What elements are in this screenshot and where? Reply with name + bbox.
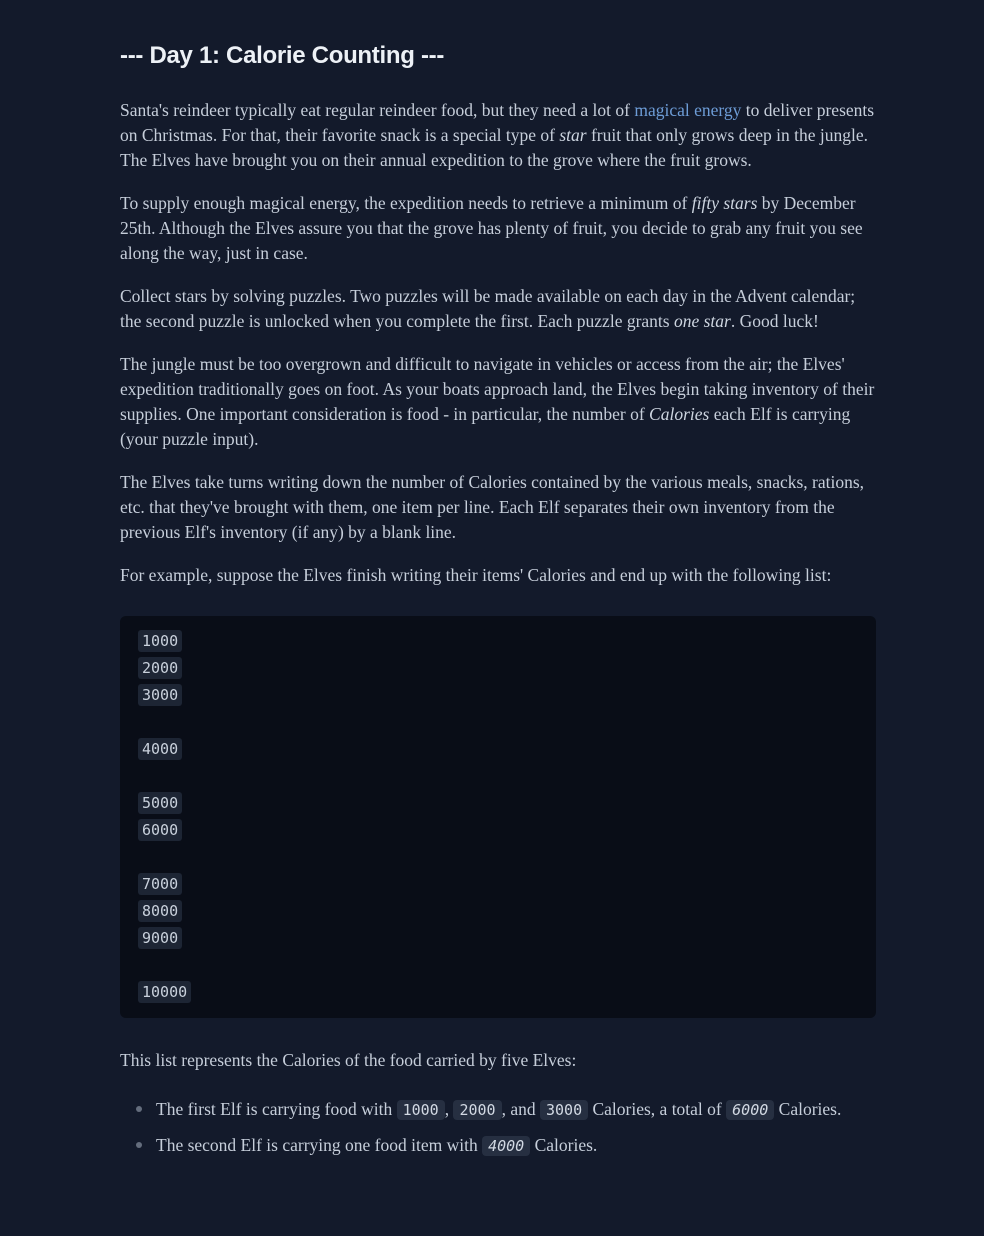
elf-list-item: The second Elf is carrying one food item with 4000 Calories. <box>156 1133 876 1159</box>
em-text: Calories <box>649 404 710 424</box>
code-value: 7000 <box>138 873 182 895</box>
code-value: 2000 <box>138 657 182 679</box>
elf-list <box>120 1097 876 1159</box>
code-line <box>138 763 858 790</box>
inline-code: 6000 <box>726 1100 774 1120</box>
inline-code: 4000 <box>482 1136 530 1156</box>
em-text: one star <box>673 311 731 331</box>
paragraph: Collect stars by solving puzzles. Two puzzles will be made available on each day in the Advent calendar; the second puzzle is unlocked when you complete the first. Each puzzle grants one star. Good luck! <box>120 286 856 331</box>
code-line <box>138 898 858 925</box>
bullet-icon <box>136 1106 142 1112</box>
bullet-icon <box>136 1142 142 1148</box>
paragraph: Santa's reindeer typically eat regular reindeer food, but they need a lot of magical energy to deliver presents on Christmas. For that, their favorite snack is a special type of star fruit that only grows deep in the jungle. The Elves have brought you on their annual expedition to the grove where the fruit grows. <box>120 100 875 170</box>
code-line <box>138 925 858 952</box>
paragraph: For example, suppose the Elves finish writing their items' Calories and end up with the following list: <box>120 565 832 585</box>
list-intro: This list represents the Calories of the food carried by five Elves: <box>120 1050 577 1070</box>
code-line <box>138 952 858 979</box>
code-value: 4000 <box>138 738 182 760</box>
code-line <box>138 736 858 763</box>
paragraphs-container <box>120 98 876 588</box>
inline-code: 3000 <box>540 1100 588 1120</box>
em-text: fifty stars <box>691 193 758 213</box>
em-text: star <box>559 125 587 145</box>
inline-code: 1000 <box>397 1100 445 1120</box>
code-value: 3000 <box>138 684 182 706</box>
code-line <box>138 844 858 871</box>
code-value: 5000 <box>138 792 182 814</box>
code-value: 6000 <box>138 819 182 841</box>
magical-energy-link[interactable]: magical energy <box>634 100 742 120</box>
paragraph: To supply enough magical energy, the expedition needs to retrieve a minimum of fifty stars by December 25th. Although the Elves assure you that the grove has plenty of fruit, you decide to grab any fruit you see along the way, just in case. <box>120 193 863 263</box>
paragraph: The jungle must be too overgrown and difficult to navigate in vehicles or access from the air; the Elves' expedition traditionally goes on foot. As your boats approach land, the Elves begin taking inventory of their supplies. One important consideration is food - in particular, the number of Calories each Elf is carrying (your puzzle input). <box>120 354 875 449</box>
page-title: --- Day 1: Calorie Counting --- <box>120 42 445 69</box>
code-line <box>138 655 858 682</box>
code-value: 1000 <box>138 630 182 652</box>
code-value: 9000 <box>138 927 182 949</box>
code-line <box>138 871 858 898</box>
code-line <box>138 817 858 844</box>
elf-list-item: The first Elf is carrying food with 1000 , 2000 , and 3000 Calories, a total of 6000 Calories. <box>156 1097 876 1123</box>
code-line <box>138 790 858 817</box>
puzzle-article <box>120 0 876 1159</box>
code-line <box>138 709 858 736</box>
code-line <box>138 979 858 1006</box>
code-value: 10000 <box>138 981 191 1003</box>
code-line <box>138 682 858 709</box>
code-block <box>120 616 876 1018</box>
code-line <box>138 628 858 655</box>
code-value: 8000 <box>138 900 182 922</box>
inline-code: 2000 <box>453 1100 501 1120</box>
paragraph: The Elves take turns writing down the number of Calories contained by the various meals, snacks, rations, etc. that they've brought with them, one item per line. Each Elf separates their own inventory from the previous Elf's inventory (if any) by a blank line. <box>120 472 865 542</box>
